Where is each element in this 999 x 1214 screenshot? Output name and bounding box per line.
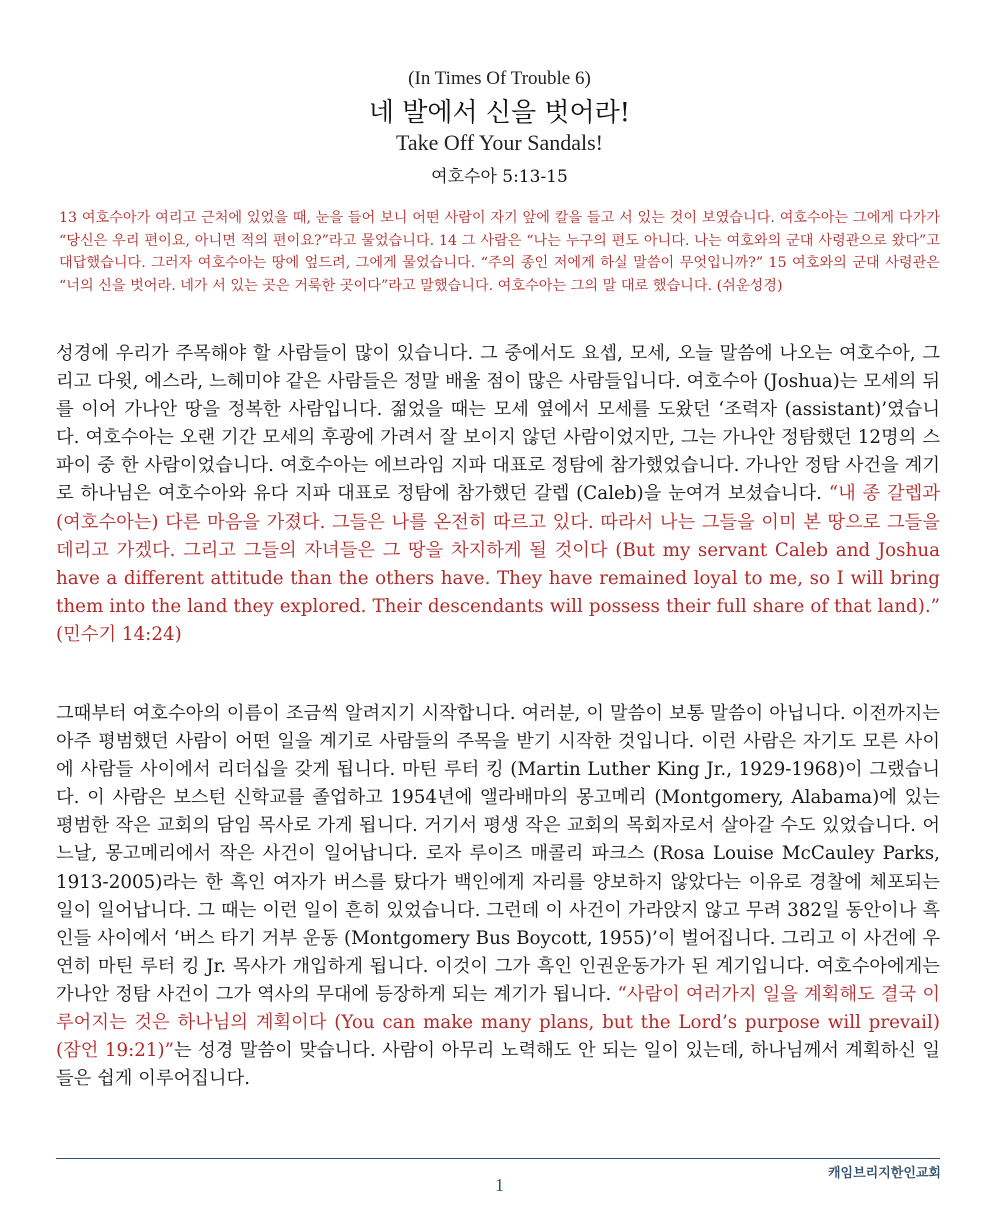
sermon-title-korean: 네 발에서 신을 벗어라! bbox=[368, 98, 631, 128]
page-number: 1 bbox=[495, 1175, 504, 1195]
scripture-reference: 여호수아 5:13-15 bbox=[431, 167, 568, 187]
paragraph-2-text: 그때부터 여호수아의 이름이 조금씩 알려지기 시작합니다. 여러분, 이 말씀이 보통 말씀이 아닙니다. 이전까지는 아주 평범했던 사람이 어떤 일을 계기로 사람들의 주목을 받기 시작한 것입니다. 이런 사람은 자기도 모른 사이에 사람들 사이에서 리더십을 갖게 됩니다. 마틴 루터 킹 (Martin Luther King Jr., 1929-1968)이 그랬습니다. 이 사람은 보스턴 신학교를 졸업하고 1954년에 앨라배마의 몽고메리 (Montgomery, Alabama)에 있는 평범한 작은 교회의 담임 목사로 가게 됩니다. 거기서 평생 작은 교회의 목회자로서 살아갈 수도 있었습니다. 어느날, 몽고메리에서 작은 사건이 일어납니다. 로자 루이즈 매콜리 파크스 (Rosa Louise McCauley Parks, 1913-2005)라는 한 흑인 여자가 버스를 탔다가 백인에게 자리를 양보하지 않았다는 이유로 경찰에 체포되는 일이 일어납니다. 그 때는 이런 일이 흔히 있었습니다. 그런데 이 사건이 가라앉지 않고 무려 382일 동안이나 흑인들 사이에서 ‘버스 타기 거부 운동 (Montgomery Bus Boycott, 1955)’이 벌어집니다. 그리고 이 사건에 우연히 마틴 루터 킹 Jr. 목사가 개입하게 됩니다. 이것이 그가 흑인 인권운동가가 된 계기입니다. 여호수아에게는 가나안 정탐 사건이 그가 역사의 무대에 등장하게 되는 계기가 됩니다. bbox=[56, 703, 940, 1005]
series-title: (In Times Of Trouble 6) bbox=[408, 68, 591, 89]
paragraph-1-quote: “내 종 갈렙과 (여호수아는) 다른 마음을 가졌다. 그들은 나를 온전히 따르고 있다. 따라서 나는 그들을 이미 본 땅으로 그들을 데리고 가겠다. 그리고 그들의 자녀들은 그 땅을 차지하게 될 것이다 (But my servant Caleb and Joshua have a different attitude than the others have. They have remained loyal to me, so I will bring them into the land they explored. Their descendants will possess their full share of that land).” (민수기 14:24) bbox=[56, 483, 940, 645]
paragraph-2-quote: “사람이 여러가지 일을 계획해도 결국 이루어지는 것은 하나님의 계획이다 (You can make many plans, but the Lord’s purpose will prevail) (잠언 19:21)” bbox=[56, 983, 940, 1062]
scripture-passage: 13 여호수아가 여리고 근처에 있었을 때, 눈을 들어 보니 어떤 사람이 자기 앞에 칼을 들고 서 있는 것이 보였습니다. 여호수아는 그에게 다가가 “당신은 우리 편이요, 아니면 적의 편이요?”라고 물었습니다. 14 그 사람은 “나는 누구의 편도 아니다. 나는 여호와의 군대 사령관으로 왔다”고 대답했습니다. 그러자 여호수아는 땅에 엎드려, 그에게 물었습니다. “주의 종인 저에게 하실 말씀이 무엇입니까?” 15 여호와의 군대 사령관은 “너의 신을 벗어라. 네가 서 있는 곳은 거룩한 곳이다”라고 말했습니다. 여호수아는 그의 말 대로 했습니다. (쉬운성경) bbox=[59, 210, 940, 294]
body-paragraph-1 bbox=[56, 340, 940, 649]
church-name: 캐임브리지한인교회 bbox=[827, 1166, 941, 1181]
body-paragraph-2 bbox=[56, 700, 940, 1093]
paragraph-1-text: 성경에 우리가 주목해야 할 사람들이 많이 있습니다. 그 중에서도 요셉, 모세, 오늘 말씀에 나오는 여호수아, 그리고 다윗, 에스라, 느헤미야 같은 사람들은 정말 배울 점이 많은 사람들입니다. 여호수아 (Joshua)는 모세의 뒤를 이어 가나안 땅을 정복한 사람입니다. 젊었을 때는 모세 옆에서 모세를 도왔던 ‘조력자 (assistant)’였습니다. 여호수아는 오랜 기간 모세의 후광에 가려서 잘 보이지 않던 사람이었지만, 그는 가나안 정탐했던 12명의 스파이 중 한 사람이었습니다. 여호수아는 에브라임 지파 대표로 정탐에 참가했었습니다. 가나안 정탐 사건을 계기로 하나님은 여호수아와 유다 지파 대표로 정탐에 참가했던 갈렙 (Caleb)을 눈여겨 보셨습니다. bbox=[56, 343, 940, 505]
sermon-title-english: Take Off Your Sandals! bbox=[395, 130, 604, 155]
paragraph-2-tail: 는 성경 말씀이 맞습니다. 사람이 아무리 노력해도 안 되는 일이 있는데, 하나님께서 계획하신 일들은 쉽게 이루어집니다. bbox=[56, 1040, 940, 1090]
footer-divider bbox=[56, 1158, 940, 1159]
